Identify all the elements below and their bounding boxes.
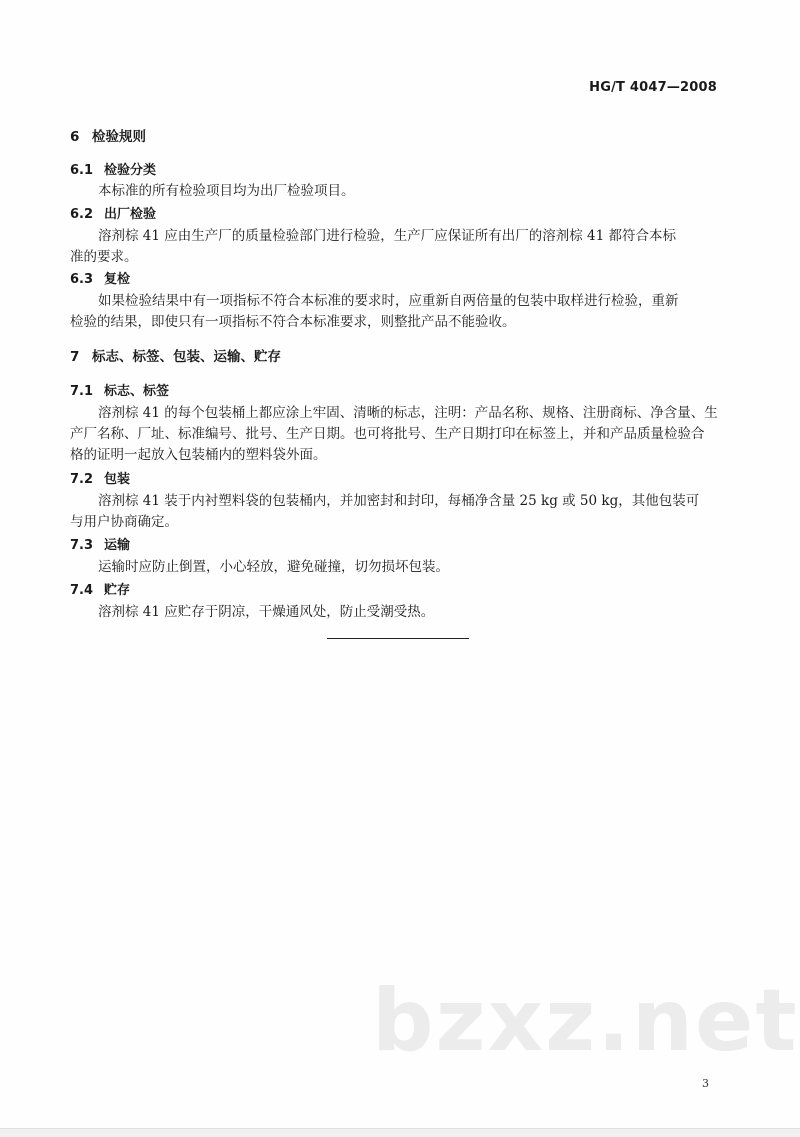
section-number: 7.1 [70,384,94,399]
section-title: 检验规则 [92,129,146,145]
section-number: 7.2 [70,472,94,487]
section-number: 6.2 [70,207,94,222]
paragraph-line: 检验的结果，即使只有一项指标不符合本标准要求，则整批产品不能验收。 [70,314,516,330]
paragraph-line: 溶剂棕 41 装于内衬塑料袋的包装桶内，并加密封和封印，每桶净含量 25 kg 或 50 kg，其他包装可 [98,493,700,509]
section-6-3-heading [70,271,130,289]
paragraph-line: 本标准的所有检验项目均为出厂检验项目。 [98,183,355,199]
section-7-1-heading [70,383,169,401]
section-number: 6.3 [70,272,94,287]
section-number: 6 [70,129,80,145]
section-number: 7 [70,349,80,365]
paragraph-line: 准的要求。 [70,249,138,265]
section-title: 标志、标签、包装、运输、贮存 [92,349,281,365]
page-bottom-edge [0,1128,800,1137]
section-7-4-heading [70,582,130,600]
end-of-text-rule [327,638,469,639]
section-6-heading [70,128,146,146]
section-7-2-heading [70,471,130,489]
section-title: 运输 [104,538,131,553]
paragraph-line: 溶剂棕 41 应贮存于阴凉，干燥通风处，防止受潮受热。 [98,604,435,620]
paragraph-line: 如果检验结果中有一项指标不符合本标准的要求时，应重新自两倍量的包装中取样进行检验，重新 [98,293,679,309]
section-title: 包装 [104,472,131,487]
section-7-heading [70,348,281,366]
section-6-2-heading [70,206,156,224]
page-number: 3 [702,1077,709,1090]
paragraph-line: 溶剂棕 41 的每个包装桶上都应涂上牢固、清晰的标志，注明：产品名称、规格、注册商标、净含量、生 [98,405,718,421]
paragraph-line: 溶剂棕 41 应由生产厂的质量检验部门进行检验，生产厂应保证所有出厂的溶剂棕 41 都符合本标 [98,228,677,244]
section-number: 7.4 [70,583,94,598]
paragraph-line: 格的证明一起放入包装桶内的塑料袋外面。 [70,447,327,463]
paragraph-line: 与用户协商确定。 [70,514,178,530]
paragraph-line: 运输时应防止倒置，小心轻放，避免碰撞，切勿损坏包装。 [98,559,449,575]
standard-code: HG/T 4047—2008 [589,80,717,95]
section-6-1-heading [70,162,156,180]
section-title: 出厂检验 [104,207,157,222]
section-number: 6.1 [70,163,94,178]
section-title: 复检 [104,272,131,287]
section-title: 标志、标签 [104,384,170,399]
paragraph-line: 产厂名称、厂址、标准编号、批号、生产日期。也可将批号、生产日期打印在标签上，并和产品质量检验合 [70,426,705,442]
watermark: bzxz.net [372,971,799,1071]
section-title: 检验分类 [104,163,157,178]
section-title: 贮存 [104,583,131,598]
section-7-3-heading [70,537,130,555]
section-number: 7.3 [70,538,94,553]
